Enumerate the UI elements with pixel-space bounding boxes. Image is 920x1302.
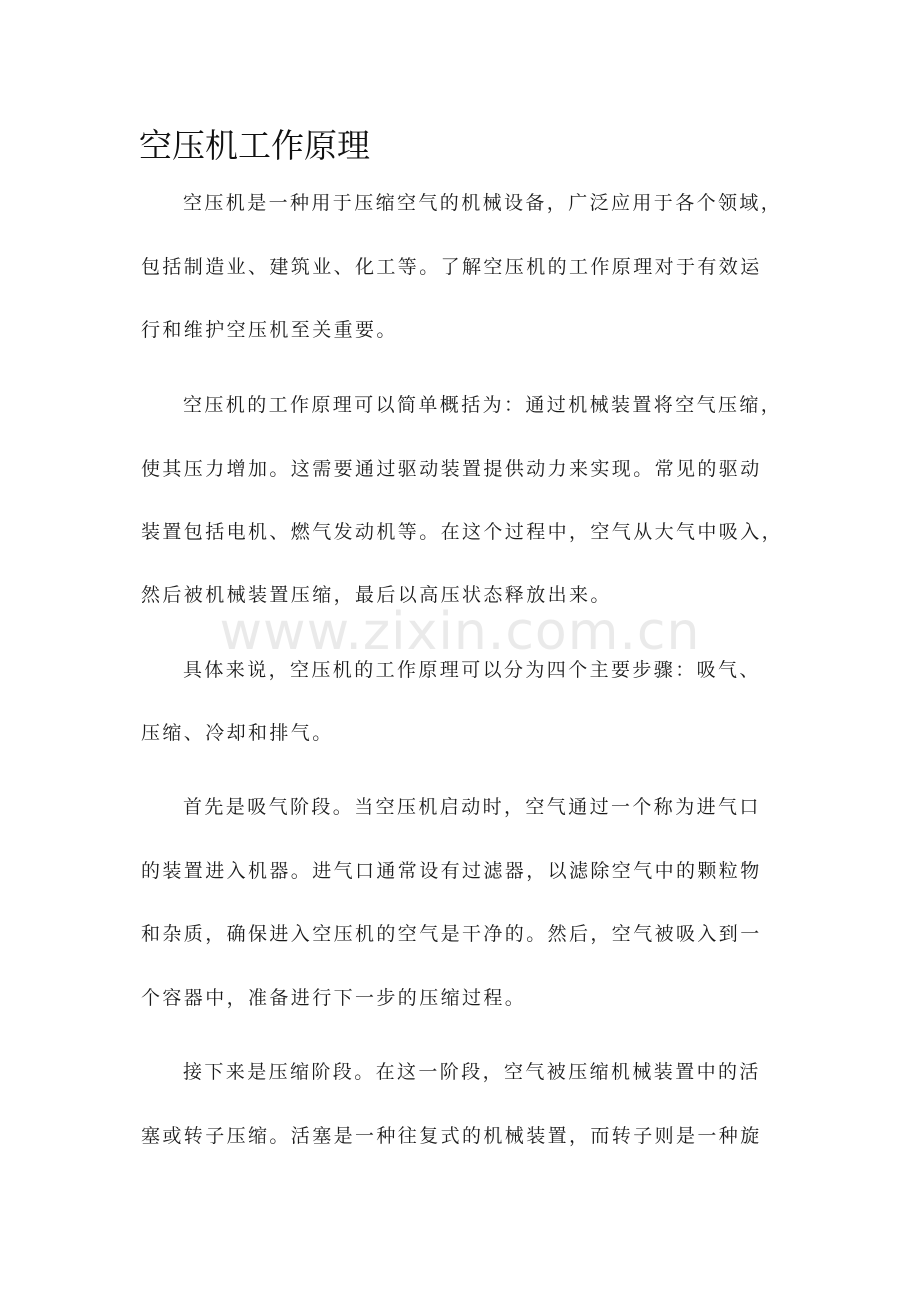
paragraph-1-line-1: 空压机是一种用于压缩空气的机械设备，广泛应用于各个领域，: [183, 192, 783, 214]
paragraph-1-line-2: 包括制造业、建筑业、化工等。了解空压机的工作原理对于有效运: [141, 256, 762, 278]
watermark: www.zixin.com.cn: [219, 602, 701, 662]
paragraph-2-line-3: 装置包括电机、燃气发动机等。在这个过程中，空气从大气中吸入，: [141, 521, 784, 543]
paragraph-1-line-3: 行和维护空压机至关重要。: [141, 319, 398, 341]
paragraph-4-line-3: 和杂质，确保进入空压机的空气是干净的。然后，空气被吸入到一: [141, 923, 762, 945]
paragraph-3-line-2: 压缩、冷却和排气。: [141, 722, 334, 744]
paragraph-3-line-1: 具体来说，空压机的工作原理可以分为四个主要步骤：吸气、: [183, 659, 761, 681]
paragraph-4-line-1: 首先是吸气阶段。当空压机启动时，空气通过一个称为进气口: [183, 796, 761, 818]
document-title: 空压机工作原理: [139, 126, 370, 165]
paragraph-2-line-1: 空压机的工作原理可以简单概括为：通过机械装置将空气压缩，: [183, 394, 783, 416]
paragraph-4-line-2: 的装置进入机器。进气口通常设有过滤器，以滤除空气中的颗粒物: [141, 860, 762, 882]
paragraph-5-line-1: 接下来是压缩阶段。在这一阶段，空气被压缩机械装置中的活: [183, 1061, 761, 1083]
paragraph-2-line-2: 使其压力增加。这需要通过驱动装置提供动力来实现。常见的驱动: [141, 458, 762, 480]
paragraph-4-line-4: 个容器中，准备进行下一步的压缩过程。: [141, 987, 527, 1009]
paragraph-2-line-4: 然后被机械装置压缩，最后以高压状态释放出来。: [141, 584, 612, 606]
paragraph-5-line-2: 塞或转子压缩。活塞是一种往复式的机械装置，而转子则是一种旋: [141, 1125, 762, 1147]
